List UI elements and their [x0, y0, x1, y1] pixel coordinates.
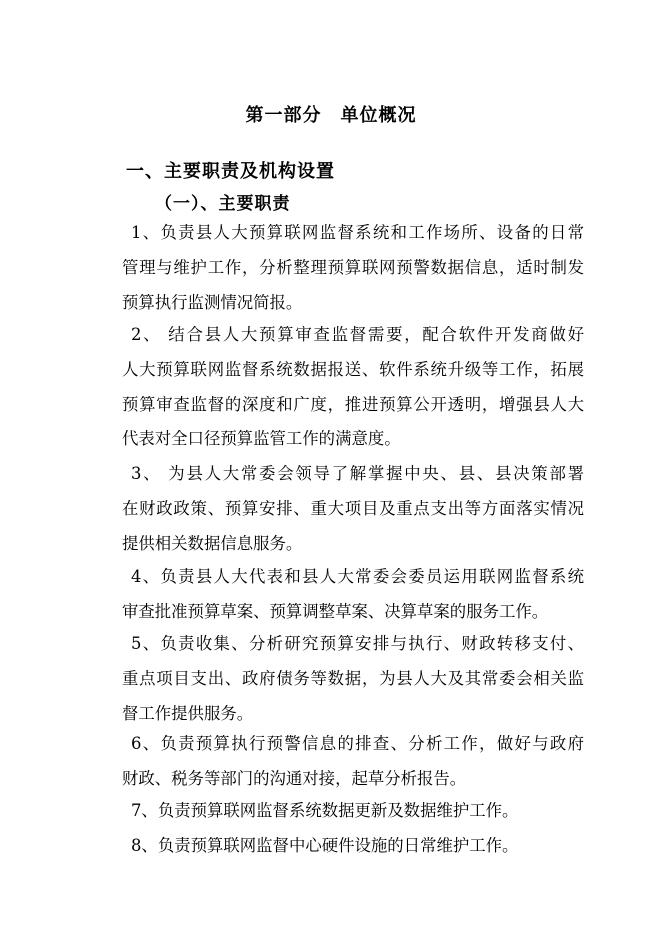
paragraph-6: [122, 727, 584, 797]
page-title: 第一部分 单位概况: [245, 105, 417, 126]
paragraph-line: 1、负责县人大预算联网监督系统和工作场所、设备的日常: [131, 223, 584, 242]
section-heading: 一、主要职责及机构设置: [126, 161, 335, 182]
paragraph-7: [126, 794, 584, 829]
paragraph-line: 7、负责预算联网监督系统数据更新及数据维护工作。: [131, 801, 519, 820]
paragraph-line: 3、 为县人大常委会领导了解掌握中央、县、县决策部署: [131, 464, 584, 483]
paragraph-4: [122, 560, 584, 630]
paragraph-line: 重点项目支出、政府债务等数据，为县人大及其常委会相关监: [122, 668, 584, 688]
paragraph-line: 4、负责县人大代表和县人大常委会委员运用联网监督系统: [131, 567, 584, 586]
subsection-heading: （一）、主要职责: [155, 194, 291, 214]
paragraph-line: 8、负责预算联网监督中心硬件设施的日常维护工作。: [131, 836, 519, 855]
paragraph-line: 6、负责预算执行预警信息的排查、分析工作，做好与政府: [131, 734, 584, 753]
paragraph-line: 人大预算联网监督系统数据报送、软件系统升级等工作，拓展: [122, 359, 584, 379]
paragraph-line: 督工作提供服务。: [122, 703, 254, 723]
paragraph-2: [122, 318, 584, 457]
paragraph-line: 财政、税务等部门的沟通对接，起草分析报告。: [122, 768, 467, 788]
paragraph-line: 提供相关数据信息服务。: [122, 533, 303, 553]
paragraph-5: [122, 627, 584, 731]
paragraph-8: [126, 829, 584, 864]
paragraph-line: 预算执行监测情况简报。: [122, 292, 303, 312]
paragraph-line: 代表对全口径预算监管工作的满意度。: [122, 429, 401, 449]
paragraph-line: 5、负责收集、分析研究预算安排与执行、财政转移支付、: [131, 634, 584, 653]
paragraph-3: [122, 457, 584, 561]
paragraph-line: 预算审查监督的深度和广度，推进预算公开透明，增强县人大: [122, 394, 584, 414]
paragraph-1: [122, 216, 584, 320]
paragraph-line: 在财政政策、预算安排、重大项目及重点支出等方面落实情况: [122, 498, 584, 518]
paragraph-line: 2、 结合县人大预算审查监督需要，配合软件开发商做好: [131, 325, 584, 344]
paragraph-line: 管理与维护工作，分析整理预算联网预警数据信息，适时制发: [122, 257, 584, 277]
paragraph-line: 审查批准预算草案、预算调整草案、决算草案的服务工作。: [122, 601, 549, 621]
